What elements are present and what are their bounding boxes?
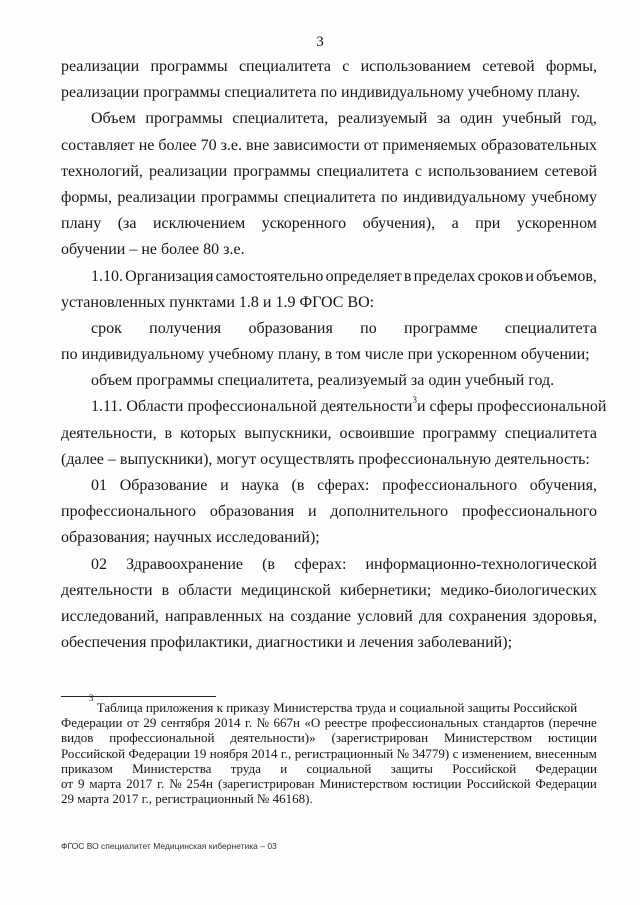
text-line	[61, 211, 597, 237]
word: защиты	[390, 760, 433, 776]
word: в	[164, 424, 173, 442]
word: медико-биологических	[440, 581, 597, 599]
word: специалитета	[283, 188, 376, 206]
word: и	[220, 477, 229, 494]
word: социальной	[306, 760, 372, 776]
word: сферах:	[294, 555, 347, 573]
word: в	[403, 267, 412, 285]
word: стандартов	[482, 715, 545, 731]
word: которых	[180, 424, 237, 442]
text-line	[61, 552, 597, 578]
footnote-line: 29 марта 2017 г., регистрационный № 46168).	[61, 791, 313, 807]
text-line	[61, 578, 597, 604]
word: формы,	[545, 58, 597, 75]
word: программе	[404, 319, 478, 337]
word: внесенным	[535, 745, 597, 761]
word: и	[308, 503, 317, 521]
word: области	[178, 581, 232, 599]
word: марта	[89, 775, 122, 791]
word: для	[418, 607, 443, 625]
word: и	[525, 267, 534, 285]
text-line	[61, 499, 597, 525]
word: получения	[149, 319, 222, 337]
word: Федерации	[535, 775, 597, 791]
word: профессиональных	[371, 715, 479, 731]
word: Российской	[466, 775, 531, 791]
word: самостоятельно	[215, 267, 324, 285]
word: №	[169, 775, 182, 791]
document-footer: ФГОС ВО специалитет Медицинская кибернетика – 03	[61, 841, 277, 851]
word: г.,	[280, 745, 292, 761]
text-segment: 1.11. Области профессиональной деятельности	[91, 398, 413, 416]
word: сетевой	[482, 58, 535, 75]
word: индивидуальному	[403, 188, 526, 206]
word: (зарегистрирован	[217, 775, 315, 791]
word: профессионального	[461, 503, 597, 521]
footnote-text: Таблица приложения к приказу Министерства труда и социальной защиты Российской	[96, 700, 578, 715]
word: на	[268, 607, 285, 625]
footnote-separator	[61, 696, 216, 697]
word: специалитета,	[232, 110, 329, 128]
word: 02	[91, 555, 107, 573]
word: видов	[61, 730, 94, 746]
word: за	[436, 110, 451, 128]
footnote	[61, 693, 597, 807]
word: деятельности	[61, 581, 153, 599]
word: один	[459, 110, 493, 128]
word: а	[451, 215, 459, 233]
word: 667н	[273, 715, 300, 731]
text-line-with-footnote-ref	[61, 394, 607, 420]
text-line: (далее – выпускники), могут осуществлять профессиональную деятельность:	[61, 450, 590, 468]
word: кибернетики;	[339, 581, 432, 599]
word: освоившие	[339, 424, 415, 442]
word: сохранения	[448, 607, 527, 625]
footnote-line	[61, 730, 597, 745]
text-line	[61, 473, 597, 499]
text-line	[61, 106, 597, 132]
word: образовательных	[480, 136, 597, 154]
word: 9	[77, 775, 85, 791]
word: от	[363, 136, 379, 154]
word: специалитета	[504, 424, 597, 442]
word: реализации	[149, 162, 228, 180]
word: программы	[201, 188, 279, 206]
word: з.е.	[220, 136, 243, 154]
word: создание	[290, 607, 351, 625]
word: сроков	[477, 267, 524, 285]
word: (перечне	[548, 715, 597, 731]
word: Здравоохранение	[126, 555, 243, 573]
word: от	[126, 715, 139, 731]
word: 01	[91, 477, 107, 494]
word: реализации	[117, 188, 196, 206]
word: исключением	[152, 215, 246, 233]
word: плану	[61, 215, 102, 233]
word: по	[360, 319, 377, 337]
word: «О	[304, 715, 321, 731]
word: юстиции	[412, 775, 462, 791]
word: Федерации	[535, 760, 597, 776]
word: обучения,	[529, 477, 597, 494]
word: 29	[143, 715, 157, 731]
word: №	[256, 715, 270, 731]
text-line: объем программы специалитета, реализуемый за один учебный год.	[91, 372, 555, 390]
word: труда	[230, 760, 261, 776]
word: наука	[241, 477, 279, 494]
word: приказом	[61, 760, 113, 776]
word: информационно-технологической	[365, 555, 597, 573]
word: зависимости	[273, 136, 360, 154]
word: юстиции	[548, 730, 597, 746]
word: определяет	[325, 267, 402, 285]
word: специалитета	[504, 319, 597, 337]
word: Федерации	[128, 745, 190, 761]
word: обучения),	[362, 215, 436, 233]
word: по	[381, 188, 398, 206]
word: сферах:	[317, 477, 370, 494]
word: программы	[233, 162, 311, 180]
word: срок	[91, 319, 122, 337]
word: программы	[150, 58, 228, 75]
footnote-marker: 3	[89, 693, 94, 703]
text-line	[61, 421, 597, 447]
word: 70	[200, 136, 217, 154]
page-number: 3	[316, 34, 324, 50]
word: деятельности)»	[230, 730, 316, 746]
word: г.	[245, 715, 253, 731]
word: профессиональной	[109, 730, 215, 746]
word: Федерации	[61, 715, 123, 731]
word: Образование	[119, 477, 208, 494]
word: реализуемый	[337, 110, 428, 128]
word: дополнительного	[330, 503, 449, 521]
word: Министерством	[319, 775, 408, 791]
footnote-line	[61, 715, 597, 730]
word: выпускники,	[244, 424, 332, 442]
word: сетевой	[544, 162, 597, 180]
word: Министерства	[132, 760, 212, 776]
word: (в	[291, 477, 305, 494]
word: от	[61, 775, 74, 791]
word: образования	[248, 319, 333, 337]
text-segment: и сферы профессиональной	[416, 398, 607, 416]
word: реестре	[324, 715, 368, 731]
word: программы	[145, 110, 223, 128]
word: 2017	[126, 775, 153, 791]
text-line	[61, 159, 597, 185]
word: профессионального	[382, 477, 518, 494]
word: ноября	[209, 745, 249, 761]
word: профессионального	[61, 503, 197, 521]
word: сентября	[160, 715, 211, 731]
text-line	[61, 316, 597, 342]
word: не	[138, 136, 155, 154]
word: вне	[246, 136, 270, 154]
word: изменением,	[461, 745, 532, 761]
word: 34779)	[412, 745, 450, 761]
text-line	[61, 133, 597, 159]
word: Объем	[91, 110, 136, 128]
text-line: реализации программы специалитета по индивидуальному учебному плану.	[61, 84, 581, 102]
footnote-line	[61, 693, 597, 715]
word: условий	[357, 607, 413, 625]
word: Российской	[61, 745, 126, 761]
document-body	[61, 54, 607, 656]
text-line: установленных пунктами 1.8 и 1.9 ФГОС ВО:	[61, 293, 375, 311]
word: 254н	[186, 775, 213, 791]
word: Российской	[452, 760, 517, 776]
word: объемов,	[536, 267, 597, 285]
word: исследований,	[61, 607, 159, 625]
word: и	[280, 760, 288, 776]
word: использованием	[360, 58, 471, 75]
word: (зарегистрирован	[331, 730, 429, 746]
footnote-line	[61, 776, 597, 791]
word: с	[452, 745, 459, 761]
word: направленных	[165, 607, 263, 625]
word: использованием	[428, 162, 539, 180]
word: 1.10.	[91, 267, 123, 285]
word: с	[414, 162, 422, 180]
word: специалитета	[238, 58, 331, 75]
text-line	[61, 604, 597, 630]
word: с	[342, 58, 350, 75]
text-line: обучении – не более 80 з.е.	[61, 241, 245, 259]
word: технологий,	[61, 162, 143, 180]
word: составляет	[61, 136, 135, 154]
word: регистрационный	[294, 745, 394, 761]
word: Министерством	[443, 730, 533, 746]
word: ускоренном	[516, 215, 597, 233]
word: 2014	[251, 745, 278, 761]
footnote-line	[61, 746, 597, 761]
text-line	[61, 264, 597, 290]
text-line: по индивидуальному учебному плану, в том числе при ускоренном обучении;	[61, 346, 590, 364]
word: формы,	[61, 188, 112, 206]
text-line: образования; научных исследований);	[61, 529, 320, 547]
word: при	[475, 215, 501, 233]
text-line: обеспечения профилактики, диагностики и лечения заболеваний);	[61, 634, 513, 652]
footnote-line	[61, 761, 597, 776]
word: №	[396, 745, 409, 761]
word: пределах	[413, 267, 476, 285]
word: (в	[262, 555, 275, 573]
footnote-reference: 3	[412, 395, 417, 406]
word: более	[158, 136, 197, 154]
word: учебному	[531, 188, 597, 206]
word: г.	[157, 775, 165, 791]
word: учебный	[502, 110, 562, 128]
word: деятельности,	[61, 424, 157, 442]
word: 19	[193, 745, 207, 761]
word: медицинской	[240, 581, 331, 599]
word: программу	[422, 424, 497, 442]
word: специалитета	[316, 162, 409, 180]
word: образования	[209, 503, 295, 521]
word: 2014	[214, 715, 241, 731]
text-line	[61, 185, 597, 211]
word: ускоренного	[261, 215, 347, 233]
word: Организация	[125, 267, 214, 285]
word: в	[161, 581, 170, 599]
word: применяемых	[382, 136, 477, 154]
word: (за	[117, 215, 137, 233]
word: год,	[571, 110, 597, 128]
word: здоровья,	[532, 607, 597, 625]
text-line	[61, 54, 597, 80]
word: реализации	[61, 58, 140, 75]
